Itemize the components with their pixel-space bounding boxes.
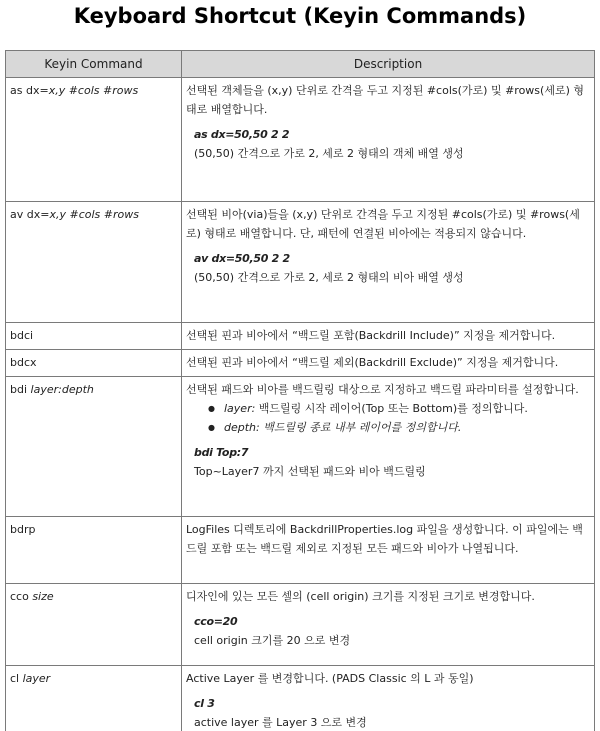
table-row [6,78,595,202]
table-row [6,202,595,323]
table-row [6,517,595,584]
command-name: bdcx [10,356,37,369]
command-cell [6,666,182,731]
command-args: x,y #cols #rows [48,84,139,97]
parameter-list [186,399,590,437]
command-name: cl [10,672,23,685]
example-command: av dx=50,50 2 2 [194,252,290,265]
parameter-item [208,418,590,437]
command-name: bdi [10,383,31,396]
command-cell [6,584,182,666]
description-cell [182,517,595,584]
command-args: layer:depth [30,383,94,396]
description-text: 선택된 패드와 비아를 백드릴링 대상으로 지정하고 백드릴 파라미터를 설정합니다. [186,383,579,396]
table-row [6,584,595,666]
table-row [6,666,595,731]
table-header-row [6,51,595,78]
example-command: bdi Top:7 [194,446,249,459]
description-text: Active Layer 를 변경합니다. (PADS Classic 의 L 과 동일) [186,672,474,685]
parameter-name: layer: [224,402,256,415]
example-description: active layer 를 Layer 3 으로 변경 [194,716,367,729]
parameter-item [208,399,590,418]
example-command: as dx=50,50 2 2 [194,128,290,141]
parameter-text: 백드릴링 시작 레이어(Top 또는 Bottom)를 정의합니다. [255,402,528,415]
description-text: 선택된 비아(via)들을 (x,y) 단위로 간격을 두고 지정된 #cols(가로) 및 #rows(세로) 형태로 배열합니다. 단, 패턴에 연결된 비아에는 적용되지 않습니다. [186,208,580,240]
example-command: cco=20 [194,615,238,628]
description-cell [182,666,595,731]
example-description: cell origin 크기를 20 으로 변경 [194,634,351,647]
command-name: cco [10,590,33,603]
description-cell [182,202,595,323]
command-args: x,y #cols #rows [49,208,139,221]
table-row [6,323,595,350]
description-text: 디자인에 있는 모든 셀의 (cell origin) 크기를 지정된 크기로 변경합니다. [186,590,535,603]
command-name: av dx= [10,208,50,221]
command-cell [6,350,182,377]
command-cell [6,78,182,202]
description-cell [182,350,595,377]
command-name: bdrp [10,523,36,536]
example-command: cl 3 [194,697,215,710]
parameter-text: 백드릴링 종료 내부 레이어를 정의합니다. [259,421,462,434]
command-name: bdci [10,329,34,342]
table-row [6,377,595,517]
description-cell [182,584,595,666]
command-cell [6,377,182,517]
command-cell [6,323,182,350]
example-description: (50,50) 간격으로 가로 2, 세로 2 형태의 비아 배열 생성 [194,271,464,284]
description-text: 선택된 핀과 비아에서 “백드릴 제외(Backdrill Exclude)” 지정을 제거합니다. [186,356,559,369]
description-cell [182,78,595,202]
header-keyin-command: Keyin Command [6,51,182,78]
page-title: Keyboard Shortcut (Keyin Commands) [73,4,527,28]
command-args: layer [22,672,51,685]
description-cell [182,323,595,350]
keyin-commands-table [5,50,595,731]
example-description: Top~Layer7 까지 선택된 패드와 비아 백드릴링 [194,465,426,478]
command-cell [6,202,182,323]
description-text: 선택된 핀과 비아에서 “백드릴 포함(Backdrill Include)” 지정을 제거합니다. [186,329,556,342]
header-description: Description [182,51,595,78]
description-text: 선택된 객체들을 (x,y) 단위로 간격을 두고 지정된 #cols(가로) 및 #rows(세로) 형태로 배열합니다. [186,84,584,116]
description-text: LogFiles 디렉토리에 BackdrillProperties.log 파일을 생성합니다. 이 파일에는 백드릴 포함 또는 백드릴 제외로 지정된 모든 패드와 비아가 나열됩니다. [186,523,583,555]
parameter-name: depth: [224,421,260,434]
example-description: (50,50) 간격으로 가로 2, 세로 2 형태의 객체 배열 생성 [194,147,464,160]
description-cell [182,377,595,517]
command-name: as dx= [10,84,49,97]
command-args: size [32,590,54,603]
table-row [6,350,595,377]
command-cell [6,517,182,584]
